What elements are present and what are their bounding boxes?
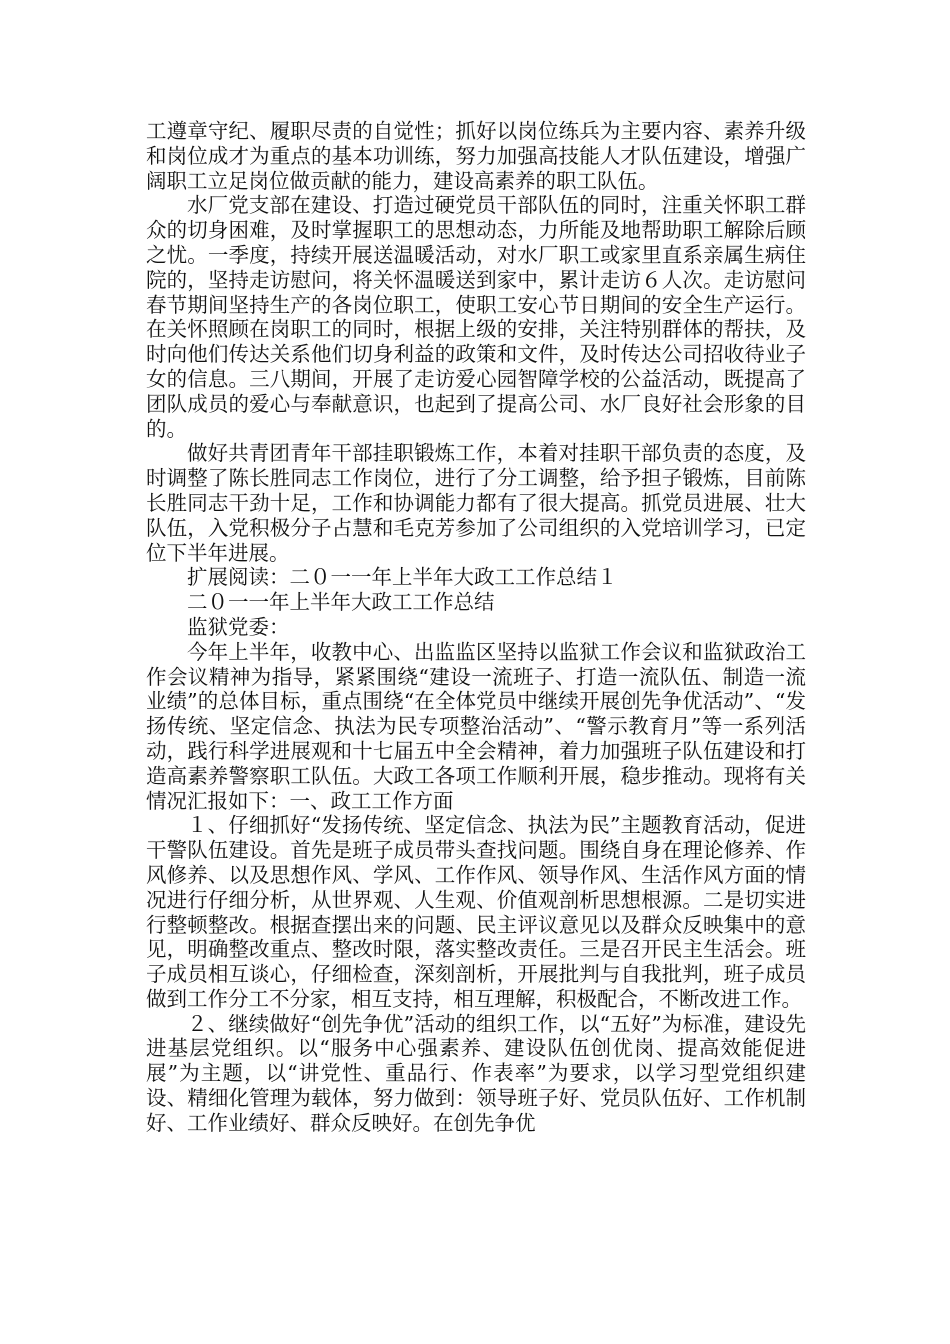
paragraph: 水厂党支部在建设、打造过硬党员干部队伍的同时，注重关怀职工群众的切身困难，及时掌握职工的思想动态，力所能及地帮助职工解除后顾之忧。一季度，持续开展送温暖活动，对水厂职工或家里直系亲属生病住院的，坚持走访慰问，将关怀温暖送到家中，累计走访６人次。走访慰问春节期间坚持生产的各岗位职工，使职工安心节日期间的安全生产运行。在关怀照顾在岗职工的同时，根据上级的安排，关注特别群体的帮扶，及时向他们传达关系他们切身利益的政策和文件，及时传达公司招收待业子女的信息。三八期间，开展了走访爱心园智障学校的公益活动，既提高了团队成员的爱心与奉献意识，也起到了提高公司、水厂良好社会形象的目的。 <box>146 193 806 441</box>
section-title: 二０一一年上半年大政工工作总结 <box>187 590 495 615</box>
document-body <box>146 119 806 1136</box>
paragraph: 今年上半年，收教中心、出监监区坚持以监狱工作会议和监狱政治工作会议精神为指导，紧紧围绕“建设一流班子、打造一流队伍、制造一流业绩”的总体目标，重点围绕“在全体党员中继续开展创先争优活动”、“发扬传统、坚定信念、执法为民专项整治活动”、“警示教育月”等一系列活动，践行科学进展观和十七届五中全会精神，着力加强班子队伍建设和打造高素养警察职工队伍。大政工各项工作顺利开展，稳步推动。现将有关情况汇报如下：一、政工工作方面 <box>146 639 806 813</box>
paragraph: 做好共青团青年干部挂职锻炼工作，本着对挂职干部负责的态度，及时调整了陈长胜同志工作岗位，进行了分工调整，给予担子锻炼，目前陈长胜同志干劲十足，工作和协调能力都有了很大提高。抓党员进展、壮大队伍，入党积极分子占慧和毛克芳参加了公司组织的入党培训学习，已定位下半年进展。 <box>146 441 806 565</box>
salutation: 监狱党委： <box>187 614 290 639</box>
paragraph: 工遵章守纪、履职尽责的自觉性；抓好以岗位练兵为主要内容、素养升级和岗位成才为重点的基本功训练，努力加强高技能人才队伍建设，增强广阔职工立足岗位做贡献的能力，建设高素养的职工队伍。 <box>146 119 806 193</box>
paragraph: １、仔细抓好“发扬传统、坚定信念、执法为民”主题教育活动，促进干警队伍建设。首先是班子成员带头查找问题。围绕自身在理论修养、作风修养、以及思想作风、学风、工作作风、领导作风、生活作风方面的情况进行仔细分析，从世界观、人生观、价值观剖析思想根源。二是切实进行整顿整改。根据查摆出来的问题、民主评议意见以及群众反映集中的意见，明确整改重点、整改时限，落实整改责任。三是召开民主生活会。班子成员相互谈心，仔细检查，深刻剖析，开展批判与自我批判，班子成员做到工作分工不分家，相互支持，相互理解，积极配合，不断改进工作。 <box>146 813 806 1011</box>
extended-reading-line: 扩展阅读：二０一一年上半年大政工工作总结１ <box>187 565 618 590</box>
paragraph: ２、继续做好“创先争优”活动的组织工作，以“五好”为标准，建设先进基层党组织。以“服务中心强素养、建设队伍创优岗、提高效能促进展”为主题，以“讲党性、重品行、作表率”为要求，以学习型党组织建设、精细化管理为载体，努力做到：领导班子好、党员队伍好、工作机制好、工作业绩好、群众反映好。在创先争优 <box>146 1011 806 1135</box>
